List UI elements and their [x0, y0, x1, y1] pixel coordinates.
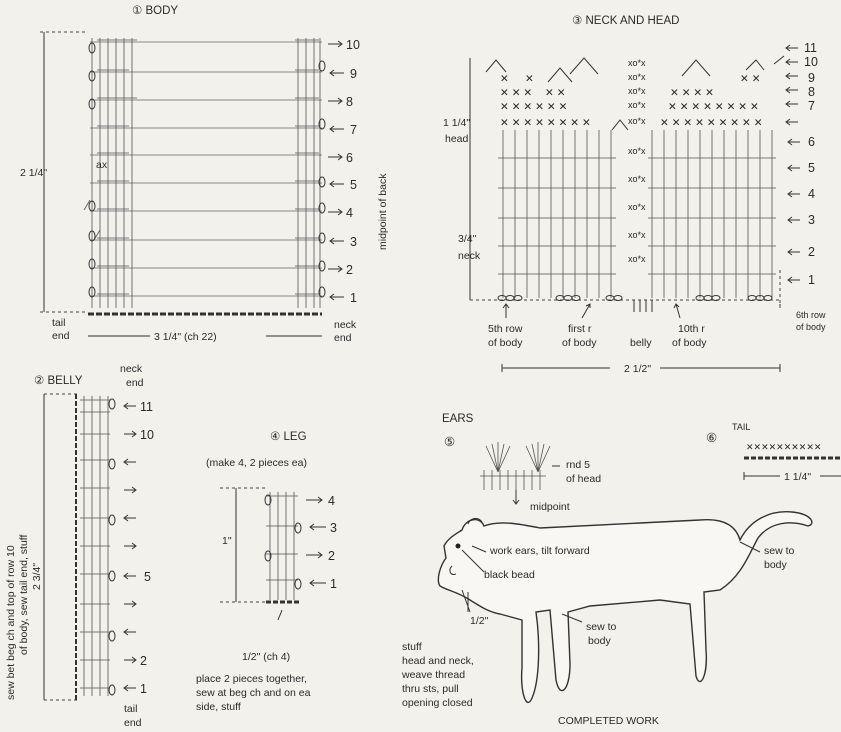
- callout-5th-row-2: of body: [488, 337, 523, 349]
- neck-head-width-dim: 2 1/2": [624, 363, 652, 375]
- neck-head-row-10: 10: [804, 55, 818, 69]
- body-marker-x: ax: [96, 159, 108, 171]
- belly-neck-label-2: end: [126, 377, 144, 389]
- body-row-9: 9: [350, 67, 357, 81]
- leg-subtitle: (make 4, 2 pieces ea): [206, 457, 307, 469]
- leg-width-dim: 1/2" (ch 4): [242, 651, 291, 663]
- body-height-dim: 2 1/4": [20, 167, 48, 179]
- label-sew-body-tail-1: sew to: [764, 545, 795, 557]
- tail-number: ⑥: [706, 431, 718, 445]
- completed-work-title: COMPLETED WORK: [558, 715, 659, 727]
- neck-head-callout-arrows: [503, 300, 780, 318]
- stuff-note-1: stuff: [402, 641, 422, 653]
- neck-head-row-9: 9: [808, 71, 815, 85]
- neck-head-row-2: 2: [808, 245, 815, 259]
- body-row-lines: [90, 42, 322, 296]
- belly-row-1: 1: [140, 682, 147, 696]
- horse-outline: [438, 512, 811, 703]
- ears-midpoint-label: midpoint: [530, 501, 570, 513]
- belly-row-10: 10: [140, 428, 154, 442]
- tail-x-stitches: ✕✕✕✕✕✕✕✕✕✕: [746, 442, 822, 452]
- leg-note-2: sew at beg ch and on ea: [196, 687, 311, 699]
- callout-10th-r: 10th r: [678, 323, 705, 335]
- neck-dim: 3/4": [458, 233, 477, 245]
- neck-head-section: [443, 15, 826, 375]
- stuff-note-3: weave thread: [402, 669, 466, 681]
- callout-6th-row: 6th row: [796, 310, 826, 320]
- leg-title: ④ LEG: [270, 431, 307, 443]
- label-sew-body-leg-2: body: [588, 635, 611, 647]
- leg-section: [196, 431, 337, 713]
- leg-row-2: 2: [328, 549, 335, 563]
- belly-neck-label-1: neck: [120, 363, 143, 375]
- belly-tail-label-2: end: [124, 717, 142, 729]
- svg-text:xo*x: xo*x: [628, 100, 646, 110]
- svg-text:✕ ✕: ✕ ✕: [740, 73, 761, 85]
- body-midpoint-label: midpoint of back: [377, 173, 389, 250]
- svg-text:xo*x: xo*x: [628, 116, 646, 126]
- body-stitches-left: [84, 38, 137, 308]
- callout-5th-row: 5th row: [488, 323, 523, 335]
- svg-text:xo*x: xo*x: [628, 202, 646, 212]
- svg-text:xo*x: xo*x: [628, 72, 646, 82]
- label-work-ears: work ears, tilt forward: [490, 545, 590, 557]
- belly-title: ② BELLY: [34, 375, 83, 387]
- leg-row-arrows: [306, 497, 326, 586]
- neck-head-row-4: 4: [808, 187, 815, 201]
- belly-tail-label-1: tail: [124, 703, 138, 715]
- svg-text:✕ ✕ ✕ ✕ ✕ ✕ ✕ ✕: ✕ ✕ ✕ ✕ ✕ ✕ ✕ ✕: [668, 101, 759, 113]
- label-black-bead: black bead: [484, 569, 535, 581]
- svg-text:✕ ✕ ✕ ✕ ✕ ✕: ✕ ✕ ✕ ✕ ✕ ✕: [500, 101, 568, 113]
- body-row-10: 10: [346, 38, 360, 52]
- svg-text:xo*x: xo*x: [628, 174, 646, 184]
- neck-head-title: ③ NECK AND HEAD: [572, 15, 680, 27]
- body-stitches-right: [295, 38, 320, 308]
- label-sew-body-leg-1: sew to: [586, 621, 617, 633]
- label-sew-body-tail-2: body: [764, 559, 787, 571]
- neck-label: neck: [458, 250, 481, 262]
- head-dim: 1 1/4": [443, 117, 471, 129]
- svg-text:✕: ✕: [525, 73, 534, 85]
- svg-text:xo*x: xo*x: [628, 254, 646, 264]
- body-row-numbers: [346, 38, 360, 305]
- belly-length-dim: 2 3/4": [31, 562, 43, 590]
- neck-head-row-1: 1: [808, 273, 815, 287]
- callout-belly: belly: [630, 337, 652, 349]
- leg-height-dim: 1": [222, 535, 232, 547]
- neck-head-row-11: 11: [804, 41, 817, 55]
- svg-text:xo*x: xo*x: [628, 230, 646, 240]
- belly-row-arrows: [124, 403, 136, 691]
- neck-head-row-7: 7: [808, 99, 815, 113]
- callout-first-r-2: of body: [562, 337, 597, 349]
- svg-text:xo*x: xo*x: [628, 146, 646, 156]
- svg-text:✕ ✕ ✕ ✕ ✕ ✕ ✕ ✕ ✕: ✕ ✕ ✕ ✕ ✕ ✕ ✕ ✕ ✕: [660, 117, 763, 129]
- belly-side-note-2: of body, sew tail end, stuff: [18, 534, 30, 655]
- leg-row-3: 3: [330, 521, 337, 535]
- callout-first-r: first r: [568, 323, 592, 335]
- black-bead-icon: [456, 544, 461, 549]
- belly-row-11: 11: [140, 400, 153, 414]
- ears-stitch-fans: [480, 442, 550, 490]
- leg-row-1: 1: [330, 577, 337, 591]
- stuff-note-2: head and neck,: [402, 655, 474, 667]
- callout-6th-row-2: of body: [796, 322, 826, 332]
- neck-head-row-5: 5: [808, 161, 815, 175]
- tail-title: TAIL: [732, 422, 751, 432]
- body-neck-label-1: neck: [334, 319, 357, 331]
- belly-chain-ovals: [109, 399, 115, 695]
- svg-text:xo*x: xo*x: [628, 86, 646, 96]
- neck-head-row-arrows: [786, 45, 800, 283]
- body-row-1: 1: [350, 291, 357, 305]
- callout-10th-r-2: of body: [672, 337, 707, 349]
- ears-rnd-label-2: of head: [566, 473, 602, 485]
- leg-note-1: place 2 pieces together,: [196, 673, 307, 685]
- body-row-8: 8: [346, 95, 353, 109]
- body-width-dim: 3 1/4" (ch 22): [154, 331, 217, 343]
- belly-row-5: 5: [144, 570, 151, 584]
- body-row-3: 3: [350, 235, 357, 249]
- belly-row-2: 2: [140, 654, 147, 668]
- belly-side-note-1: sew bet beg ch and top of row 10: [5, 545, 17, 700]
- neck-head-row-8: 8: [808, 85, 815, 99]
- svg-text:✕ ✕ ✕ ✕ ✕ ✕ ✕ ✕: ✕ ✕ ✕ ✕ ✕ ✕ ✕ ✕: [500, 117, 591, 129]
- ears-heading: EARS: [442, 413, 474, 425]
- body-tail-label-2: end: [52, 330, 70, 342]
- svg-text:xo*x: xo*x: [628, 58, 646, 68]
- ears-rnd-label-1: rnd 5: [566, 459, 590, 471]
- leg-row-4: 4: [328, 494, 335, 508]
- ears-number: ⑤: [444, 435, 456, 449]
- body-row-7: 7: [350, 123, 357, 137]
- svg-text:✕ ✕ ✕ ✕: ✕ ✕ ✕ ✕: [670, 87, 714, 99]
- head-label: head: [445, 133, 469, 145]
- svg-text:✕: ✕: [500, 73, 509, 85]
- body-row-2: 2: [346, 263, 353, 277]
- stuff-note-4: thru sts, pull: [402, 683, 459, 695]
- svg-text:✕ ✕ ✕: ✕ ✕ ✕: [500, 87, 533, 99]
- ears-section: [442, 413, 601, 513]
- body-neck-label-2: end: [334, 332, 352, 344]
- label-half-inch: 1/2": [470, 615, 489, 627]
- body-row-6: 6: [346, 151, 353, 165]
- svg-text:✕ ✕: ✕ ✕: [545, 87, 566, 99]
- leg-note-3: side, stuff: [196, 701, 241, 713]
- neck-head-row-6: 6: [808, 135, 815, 149]
- completed-work-section: [401, 512, 812, 727]
- neck-head-row-3: 3: [808, 213, 815, 227]
- tail-section: [706, 422, 841, 483]
- belly-section: [5, 363, 154, 729]
- tail-dim: 1 1/4": [784, 471, 812, 483]
- leg-stitches: [266, 492, 298, 600]
- body-tail-label-1: tail: [52, 317, 66, 329]
- body-title: ① BODY: [132, 5, 179, 17]
- stuff-note-5: opening closed: [402, 697, 473, 709]
- belly-stitches: [80, 396, 110, 696]
- neck-head-row-numbers: [804, 41, 818, 287]
- body-row-arrows: [328, 41, 344, 300]
- body-row-4: 4: [346, 206, 353, 220]
- body-section: [20, 5, 389, 344]
- body-row-5: 5: [350, 178, 357, 192]
